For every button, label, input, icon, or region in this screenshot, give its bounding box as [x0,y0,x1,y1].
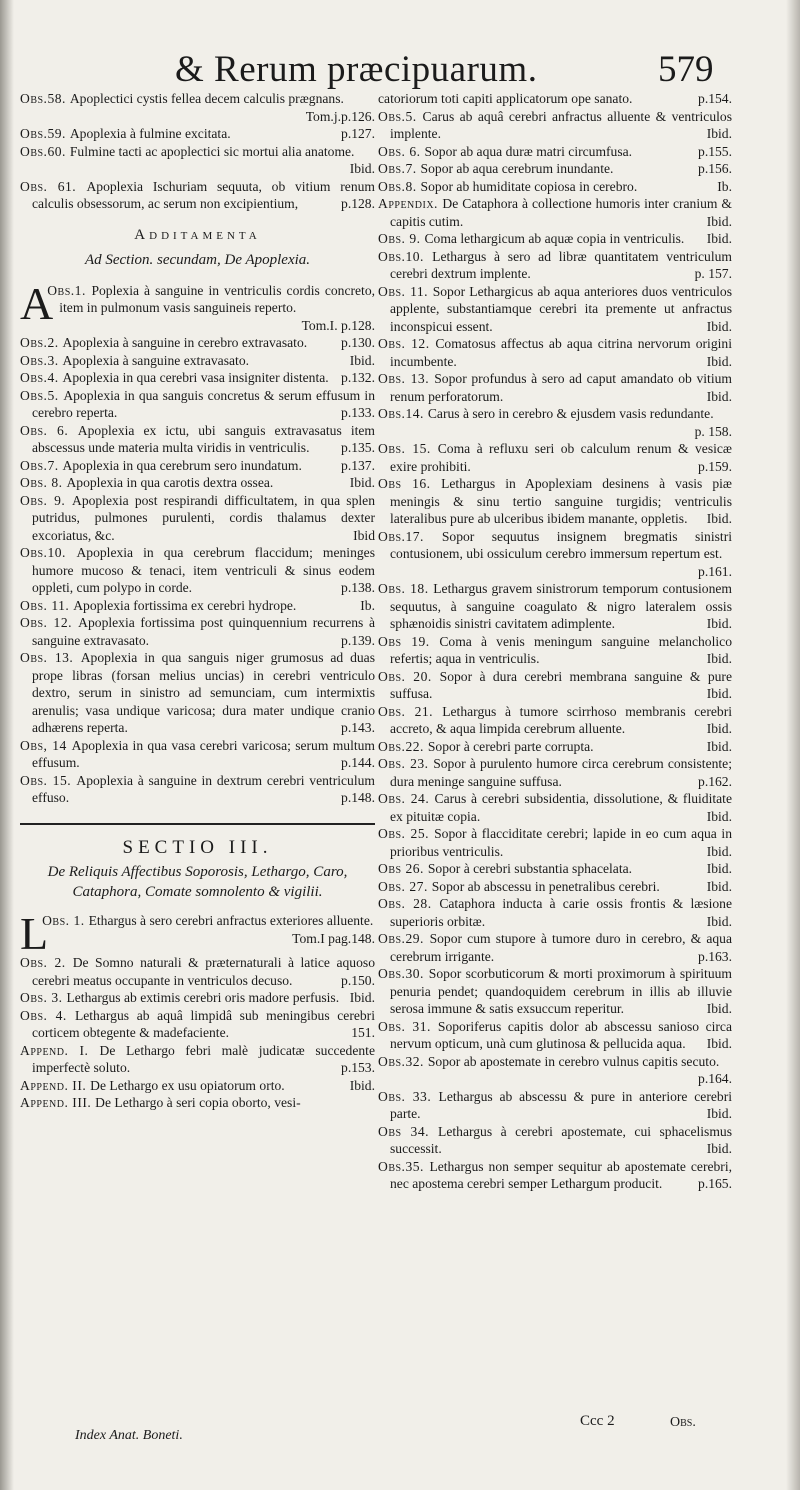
entry-label: Appendix. [378,196,443,211]
entry-reference: p.153. [341,1060,375,1075]
entry-reference: p.139. [341,632,375,648]
entry-reference: Ibid. [706,686,732,701]
entry-text: Apoplexia in qua sanguis niger grumosus ad duas prope libras (forsan melius uncias) in cerebri ventriculo dextro, serum in sinistro ad semunciam, cum intermixtis arenulis; vasa undique varicosa; dura mater undique cranio adhærens reperta. [32,650,375,735]
page-gutter-shadow [0,0,14,1490]
index-entry [378,195,732,230]
entry-reference: p.133. [341,405,375,420]
entry-reference: Ibid. [706,1106,732,1121]
entry-label: Obs.17. [378,528,442,544]
entry-reference: p.128. [341,196,375,211]
entry-label: Obs.1. [47,282,92,298]
entry-text: De Somno naturali & præternaturali à latice aquoso cerebri meatus occupante in ventriculos decuso. [32,955,375,988]
entry-text: Sopor cum stupore à tumore duro in cerebro, & aqua cerebrum irrigante. [390,931,732,964]
entry-reference: Ibid. [706,388,732,404]
index-entry [378,633,732,668]
entry-label: Obs. 1. [42,913,89,928]
catchword: Obs. [670,1415,696,1430]
entry-label: Obs. 12. [20,615,79,630]
additamenta-entry-list [20,277,376,807]
left-entry-list [20,90,375,213]
entry-label: Obs.10. [20,545,77,560]
page-edge-shadow [786,0,800,1490]
entry-label: Obs. 31. [378,1018,438,1034]
entry-label: Obs. 3. [20,990,67,1005]
index-entry [20,544,375,597]
entry-label: Obs.14. [378,406,428,421]
entry-label: Obs.7. [378,161,421,176]
entry-reference: Ibid. [706,913,732,929]
index-entry [378,370,732,405]
entry-label: Obs. 11. [378,283,433,299]
entry-text: Apoplexia in qua carotis dextra ossea. [66,475,274,490]
entry-reference: p.130. [341,335,375,350]
entry-text: Sopor sequutus insignem bregmatis sinistri contusionem, ubi ossiculum cerebro immersum repertum est. [390,528,733,561]
entry-text: Apoplexia Ischuriam sequuta, ob vitium renum calculis obsessorum, ac serum non excipientium, [32,178,375,211]
entry-label: Obs.2. [20,335,63,350]
entry-reference: p.127. [341,126,375,141]
entry-label: Obs.7. [20,457,63,473]
signature-mark: Ccc 2 [580,1413,615,1429]
page-number: 579 [658,49,714,90]
index-entry [20,422,375,457]
entry-reference: Ibid. [349,161,375,176]
entry-text: Comatosus affectus ab aqua citrina nervorum origini incumbente. [390,336,732,369]
right-column [378,90,732,1193]
entry-reference: Tom.I. p.128. [301,317,375,333]
index-entry [378,930,732,965]
entry-label: Obs. 13. [20,650,81,665]
entry-label: Obs.5. [20,387,64,403]
index-entry [20,1042,375,1077]
entry-text: Apoplectici cystis fellea decem calculis prægnans. [69,91,344,106]
index-entry [378,860,732,878]
index-entry [378,475,732,528]
entry-text: Apoplexia in qua sanguis concretus & serum effusum in cerebro reperta. [32,387,375,420]
entry-label: Obs. 21. [378,703,443,719]
index-entry [378,878,732,896]
entry-text: Sopor profundus à sero ad caput amandato ob vitium renum perforatorum. [390,371,732,404]
entry-label: Obs.4. [20,370,63,385]
entry-text: Sopor ab aqua duræ matri circumfusa. [424,143,633,159]
entry-reference: p.144. [341,755,375,770]
index-entry [378,335,732,370]
entry-reference: p.161. [698,563,732,579]
entry-label: Obs. 23. [378,756,434,771]
entry-reference: p.165. [698,1176,732,1191]
entry-reference: Ibid. [349,1077,375,1093]
entry-reference: Ibid. [706,1036,732,1051]
index-entry [20,352,375,370]
index-entry [20,1094,375,1112]
entry-text: Coma à venis meningum sanguine melancholico refertis; aqua in ventriculis. [390,633,732,666]
entry-label: Obs. 27. [378,878,432,894]
entry-reference: p.135. [341,440,375,455]
drop-capital: A [20,277,54,329]
entry-text: Apoplexia in qua cerebrum flaccidum; meninges humore mucoso & tenaci, item ventriculi & sinus eodem oppleti, cum polypo in corde. [32,545,375,595]
entry-reference: p.155. [698,143,732,159]
entry-reference: Ibid. [706,353,732,369]
section-title: SECTIO III. [122,836,273,858]
index-entry [378,895,732,930]
entry-text: Apoplexia in qua cerebrum sero inundatum. [62,457,302,473]
entry-text: Carus à cerebri subsidentia, dissolutione, & fluiditate ex pituitæ copia. [390,791,732,824]
additamenta-heading: Additamenta [134,226,261,243]
entry-reference: Ibid. [706,651,732,666]
entry-label: Obs 16. [378,476,442,491]
entry-label: Obs. 24. [378,791,435,806]
entry-text: Fulmine tacti ac apoplectici sic mortui alia anatome. [69,143,355,159]
entry-label: Obs. 15. [378,441,438,456]
entry-text: Sopor ab humiditate copiosa in cerebro. [420,178,638,194]
index-entry [20,387,375,422]
entry-text: Cataphora inducta à carie ossis frontis & læsione superioris orbitæ. [390,896,732,929]
index-entry [378,230,732,248]
entry-text: Sopor à flacciditate cerebri; lapide in eo cum aqua in prioribus ventriculis. [390,826,732,859]
index-entry [378,1018,732,1053]
entry-reference: Ibid [353,527,375,543]
drop-capital: L [20,908,49,959]
entry-label: Obs. 12. [378,336,436,351]
entry-reference: Ibid. [706,318,732,334]
entry-text: Lethargus à sero ad libræ quantitatem ventriculum cerebri dextrum implente. [390,248,732,281]
entry-reference: Ibid. [349,352,375,368]
entry-label: Obs. 6. [20,422,78,438]
entry-label: Obs. 15. [20,772,77,788]
entry-reference: Ibid. [706,721,732,736]
index-entry [20,143,375,178]
index-entry [20,772,375,807]
entry-text: Sopor à purulento humore circa cerebrum consistente; dura meninge sanguine suffusa. [390,756,732,789]
entry-text: Apoplexia à sanguine in cerebro extravasato. [62,335,308,350]
page-footer [0,1410,800,1460]
index-entry [378,283,732,336]
entry-text: Lethargus à cerebri apostemate, cui sphacelismus successit. [390,1123,732,1156]
index-entry [378,440,732,475]
entry-label: Obs. 13. [378,371,435,386]
index-entry [20,954,375,989]
entry-reference: p.143. [341,720,375,735]
entry-label: Obs. 9. [20,492,73,508]
index-entry [20,277,376,335]
entry-label: Obs.59. [20,126,70,141]
index-entry [20,492,375,545]
entry-label: Obs. 25. [378,826,435,841]
entry-reference: Tom.j.p.126. [305,108,375,124]
entry-label: Obs.29. [378,931,430,946]
index-entry [20,1007,375,1042]
entry-text: Sopor ab apostemate in cerebro vulnus capitis secuto. [427,1053,720,1069]
entry-label: Obs. 9. [378,231,425,246]
entry-text: Apoplexia in qua vasa cerebri varicosa; serum multum effusum. [32,737,376,770]
entry-text: Coma à refluxu seri ob calculum renum & vesicæ exire prohibiti. [390,441,732,474]
index-entry [378,90,732,108]
entry-text: Sopor à dura cerebri membrana sanguine & pure suffusa. [390,668,732,701]
entry-text: Coma lethargicum ab aquæ copia in ventriculis. [424,231,685,246]
entry-text: Sopor ab abscessu in penetralibus cerebri. [431,878,660,894]
entry-label: Obs.8. [378,178,421,194]
index-entry [20,125,375,143]
entry-text: Lethargus in Apoplexiam desinens à vasis piæ meningis & sinu tertio sanguine turgidis; ventriculis lateralibus pure ab ulceribus ibidem manante, oppletis. [390,476,732,526]
index-entry [378,1158,732,1193]
index-entry [378,405,732,440]
entry-label: Obs. 20. [378,668,440,684]
entry-label: Obs.30. [378,966,429,981]
entry-label: Obs. 33. [378,1088,439,1104]
index-entry [378,738,732,756]
entry-label: Obs.10. [378,248,433,264]
index-entry [20,178,375,213]
running-title: & Rerum præcipuarum. [175,49,538,90]
entry-reference: Ibid. [706,808,732,824]
entry-text: Sopor à cerebri parte corrupta. [427,738,594,754]
entry-reference: p.150. [341,972,375,988]
entry-reference: Ibid. [349,990,375,1005]
entry-reference: p.154. [698,91,732,106]
entry-reference: Ibid. [706,213,732,229]
index-entry [20,649,375,737]
entry-text: Lethargus ab aquâ limpidâ sub meningibus cerebri corticem obtegente & madefaciente. [32,1007,375,1040]
entry-reference: Ibid. [706,1141,732,1156]
index-entry [378,248,732,283]
index-entry [378,703,732,738]
entry-text: De Lethargo febri malè judicatæ succedente imperfectè soluto. [32,1042,375,1075]
entry-text: Lethargus à tumore scirrhoso membranis cerebri accreto, & aqua limpida cerebrum alluente. [390,703,732,736]
entry-reference: Ibid. [706,861,732,876]
entry-text: Sopor Lethargicus ab aqua anteriores duos ventriculos applente, substantiamque cerebri ita premente ut anfractus inconspicui essent. [390,283,732,334]
entry-reference: p.137. [341,457,375,473]
entry-text: Apoplexia à sanguine in dextrum cerebri ventriculum effuso. [32,772,375,805]
section-subtitle: De Reliquis Affectibus Soporosis, Lethargo, Caro, Cataphora, Comate somnolento & vigilii. [47,864,348,900]
signature-note: Index Anat. Boneti. [75,1428,183,1443]
entry-label: Obs.35. [378,1158,430,1174]
index-entry [20,737,375,772]
entry-text: Ethargus à sero cerebri anfractus exteriores alluente. [88,913,374,928]
index-entry [20,597,375,615]
entry-reference: p. 158. [694,423,732,439]
index-entry [378,825,732,860]
index-entry [378,580,732,633]
entry-reference: Ibid. [706,126,732,141]
entry-label: Obs. 18. [378,581,434,596]
index-entry [378,108,732,143]
right-entry-list [378,90,732,1193]
entry-label: Obs. 28. [378,896,440,911]
entry-text: Lethargus non semper sequitur ab apostemate cerebri, nec apostema cerebri semper Lethargum producit. [390,1158,733,1191]
entry-label: Obs. 8. [20,475,67,490]
index-entry [20,989,375,1007]
index-entry [378,965,732,1018]
left-column [20,90,375,1112]
entry-text: Lethargus gravem sinistrorum temporum contusionem sequutus, à sanguine coagulato & nigro lateralem ossis sphænoidis sinistri cavitatem adimplente. [390,581,732,631]
entry-text: Apoplexia ex ictu, ubi sanguis extravasatus item abscessus unde materia multa viridis in ventriculis. [32,422,375,455]
entry-reference: Ibid. [706,738,732,754]
entry-label: Obs.58. [20,91,70,106]
entry-reference: p.132. [341,370,375,385]
entry-reference: p.138. [341,580,375,595]
entry-text: Poplexia à sanguine in ventriculis cordis concreto, item in pulmonum vasis sanguineis reperto. [59,282,376,315]
entry-label: Obs. 61. [20,178,87,194]
entry-reference: Ibid. [706,231,732,246]
index-entry [20,369,375,387]
index-entry [20,474,375,492]
entry-label: Obs.5. [378,108,423,124]
entry-text: Apoplexia in qua cerebri vasa insigniter distenta. [62,370,329,385]
entry-text: Apoplexia fortissima post quinquennium recurrens à sanguine extravasato. [32,615,375,648]
entry-label: Obs.22. [378,738,428,754]
index-entry [378,668,732,703]
section-divider [20,823,375,825]
entry-label: Append. II. [20,1077,91,1093]
entry-label: Append. III. [20,1095,96,1110]
entry-reference: p.163. [698,948,732,964]
entry-text: Lethargus ab extimis cerebri oris madore perfusis. [66,990,340,1005]
index-entry [20,457,375,475]
entry-label: Obs.3. [20,352,63,368]
index-entry [378,160,732,178]
entry-text: Lethargus ab abscessu & pure in anteriore cerebri parte. [390,1088,732,1121]
entry-reference: Ibid. [706,616,732,631]
entry-text: Apoplexia à sanguine extravasato. [62,352,250,368]
entry-reference: 151. [351,1025,375,1040]
entry-label: Append. I. [20,1042,100,1058]
entry-text: Apoplexia fortissima ex cerebri hydrope. [73,597,297,613]
index-entry [20,614,375,649]
entry-text: Soporiferus capitis dolor ab abscessu sanioso circa nervum opticum, unà cum glutinosa & pellucida aqua. [390,1018,732,1051]
entry-label: Obs.32. [378,1053,428,1069]
index-entry [378,755,732,790]
entry-text: Sopor scorbuticorum & morti proximorum à spirituum penuria pendet; quandoquidem cerebrum in illis ab illuvie serosa immune & satis exsuccum reperitur. [390,966,732,1016]
index-entry [20,334,375,352]
additamenta-subheading: Ad Section. secundam, De Apoplexia. [84,252,311,268]
entry-text: Sopor à cerebri substantia sphacelata. [427,861,633,876]
entry-reference: Ibid. [706,878,732,894]
index-entry [378,178,732,196]
entry-text: De Cataphora à collectione humoris inter cranium & capitis cutim. [390,196,733,229]
entry-reference: Ib. [360,597,375,613]
index-entry [20,908,375,959]
entry-reference: Ibid. [706,1001,732,1016]
entry-label: Obs. 11. [20,597,74,613]
entry-label: Obs. 2. [20,955,73,970]
index-entry [20,1077,375,1095]
index-entry [378,1053,732,1088]
entry-label: Obs. 6. [378,143,425,159]
entry-reference: Tom.I pag.148. [292,930,375,946]
entry-reference: p.159. [698,458,732,474]
entry-reference: Ibid. [706,843,732,859]
index-entry [378,1088,732,1123]
index-entry [378,528,732,581]
entry-reference: Ibid. [706,511,732,526]
entry-reference: Ibid. [349,475,375,490]
entry-label: Obs, 14 [20,737,72,753]
entry-text: Carus ab aquâ cerebri anfractus alluente & ventriculos implente. [390,108,732,141]
entry-reference: Ib. [717,178,732,194]
entry-reference: p.148. [341,790,375,805]
entry-text: De Lethargo ex usu opiatorum orto. [90,1077,285,1093]
entry-label: Obs.60. [20,143,70,159]
entry-text: De Lethargo à seri copia oborto, vesi- [95,1095,301,1110]
entry-label: Obs 19. [378,633,440,649]
entry-reference: p.162. [698,773,732,789]
entry-text: Apoplexia post respirandi difficultatem, in qua splen putridus, pulmones purulenti, cordis thalamus dexter excoriatus, &c. [32,492,375,543]
index-entry [378,1123,732,1158]
entry-reference: p. 157. [694,266,732,281]
entry-label: Obs. 4. [20,1007,75,1023]
entry-text: Carus à sero in cerebro & ejusdem vasis redundante. [427,406,714,421]
section-entry-list [20,908,375,1112]
entry-label: Obs 26. [378,861,428,876]
index-entry [20,90,375,125]
index-entry [378,790,732,825]
entry-reference: p.156. [698,161,732,176]
entry-text: Apoplexia à fulmine excitata. [69,126,231,141]
entry-text: Sopor ab aqua cerebrum inundante. [420,161,614,176]
entry-reference: p.164. [698,1071,732,1086]
entry-text: catoriorum toti capiti applicatorum ope sanato. [378,91,633,106]
index-entry [378,143,732,161]
entry-label: Obs 34. [378,1123,439,1139]
